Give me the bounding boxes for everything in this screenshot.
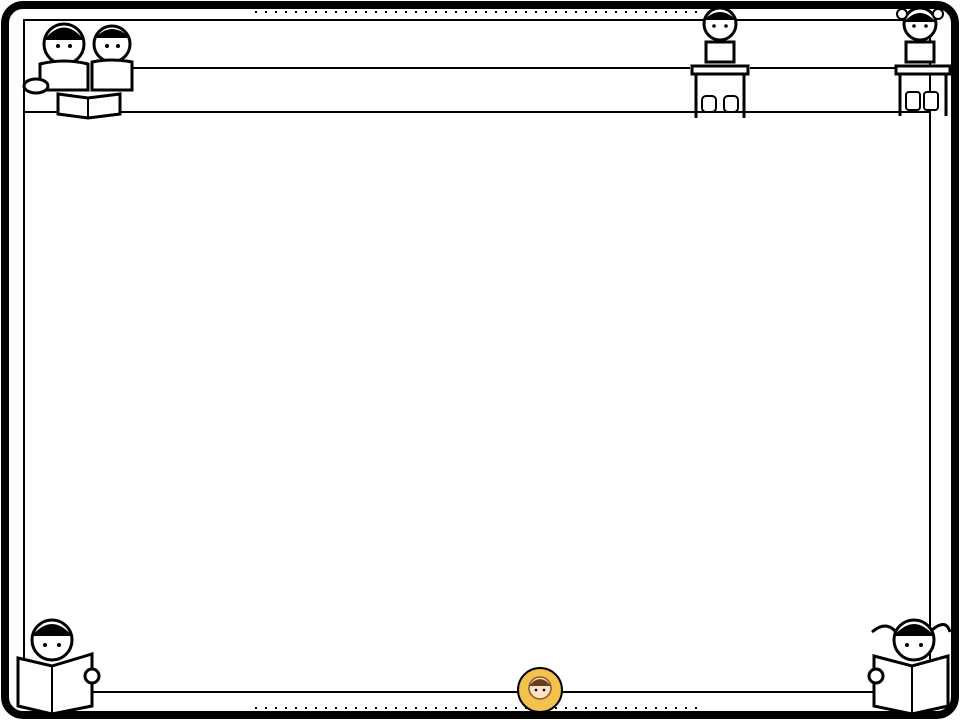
boy-reading-icon (18, 620, 99, 714)
boy-at-desk-icon (692, 8, 748, 118)
inner-border (24, 20, 930, 692)
girl-at-desk-icon (896, 8, 950, 116)
girl-reading-icon (869, 620, 950, 714)
entre-profesores-watermark (933, 470, 949, 580)
kids-reading-book-icon (24, 24, 132, 118)
teacher-logo-badge-icon (518, 668, 562, 712)
